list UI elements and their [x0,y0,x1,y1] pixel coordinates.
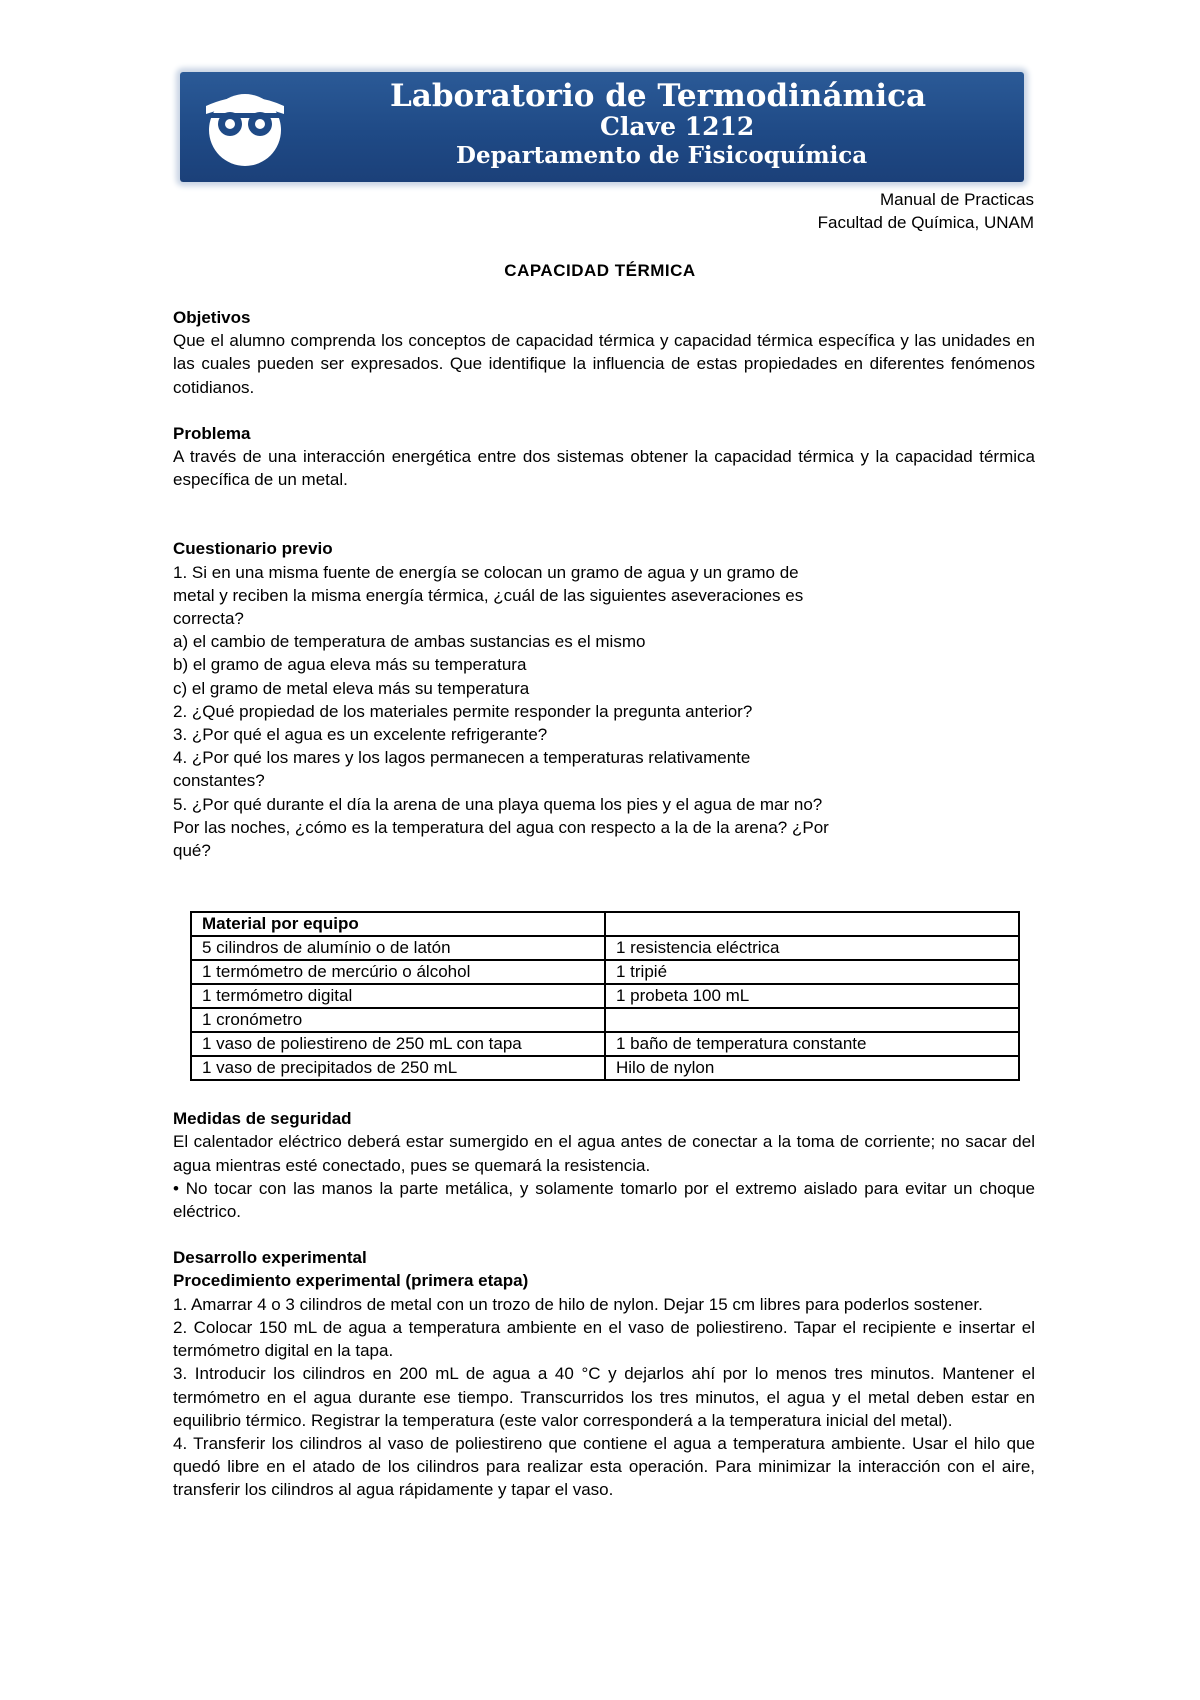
table-cell: 1 vaso de poliestireno de 250 mL con tapa [191,1032,605,1056]
seguridad-bullet: • No tocar con las manos la parte metálica, y solamente tomarlo por el extremo aislado para evitar un choque eléctrico. [173,1178,1035,1222]
problema-text: A través de una interacción energética entre dos sistemas obtener la capacidad térmica y la capacidad térmica específica de un metal. [173,447,1035,490]
table-row [191,912,1019,936]
banner-clave: Clave 1212 [600,112,755,141]
cuestionario-line: a) el cambio de temperatura de ambas sustancias es el mismo [173,632,646,652]
document-body [173,306,1035,1502]
cuestionario-line: 2. ¿Qué propiedad de los materiales permite responder la pregunta anterior? [173,701,753,721]
table-cell: 1 cronómetro [191,1008,605,1032]
cuestionario-line: metal y reciben la misma energía térmica, ¿cuál de las siguientes aseveraciones es [173,585,804,605]
procedure-step: 1. Amarrar 4 o 3 cilindros de metal con un trozo de hilo de nylon. Dejar 15 cm libres para poderlos sostener. [173,1294,983,1314]
banner-department: Departamento de Fisicoquímica [456,142,868,169]
table-row [191,984,1019,1008]
manual-label: Manual de Practicas [879,190,1034,209]
lab-banner [180,72,1024,182]
table-cell [605,1008,1019,1032]
cuestionario-line: 1. Si en una misma fuente de energía se colocan un gramo de agua y un gramo de [173,562,799,582]
cuestionario-line: 5. ¿Por qué durante el día la arena de una playa quema los pies y el agua de mar no? [173,794,823,814]
cuestionario-heading: Cuestionario previo [173,539,333,559]
banner-title: Laboratorio de Termodinámica [390,78,927,114]
cuestionario-line: constantes? [173,771,265,791]
owl-logo-icon [202,84,288,170]
page-title: CAPACIDAD TÉRMICA [504,261,696,280]
cuestionario-line: 3. ¿Por qué el agua es un excelente refrigerante? [173,725,548,745]
faculty-label: Facultad de Química, UNAM [817,213,1034,232]
table-cell: 1 resistencia eléctrica [605,936,1019,960]
table-cell: 1 termómetro digital [191,984,605,1008]
objetivos-heading: Objetivos [173,308,251,327]
table-cell: 1 vaso de precipitados de 250 mL [191,1056,605,1080]
procedimiento-heading: Procedimiento experimental (primera etapa) [173,1271,529,1291]
cuestionario-line: 4. ¿Por qué los mares y los lagos permanecen a temperaturas relativamente [173,748,751,768]
cuestionario-line: Por las noches, ¿cómo es la temperatura del agua con respecto a la de la arena? ¿Por [173,817,829,837]
procedure-step: 2. Colocar 150 mL de agua a temperatura ambiente en el vaso de poliestireno. Tapar el recipiente e insertar el termómetro digital en la tapa. [173,1317,1035,1361]
cuestionario-line: b) el gramo de agua eleva más su temperatura [173,655,527,675]
desarrollo-heading: Desarrollo experimental [173,1248,367,1268]
table-cell [605,912,1019,936]
procedure-step: 4. Transferir los cilindros al vaso de poliestireno que contiene el agua a temperatura ambiente. Usar el hilo que quedó libre en el atado de los cilindros para realizar esta operación. Para minimizar la interacción con el aire, transferir los cilindros al agua rápidamente y tapar el vaso. [173,1433,1035,1500]
table-cell: 1 termómetro de mercúrio o álcohol [191,960,605,984]
table-cell: 1 tripié [605,960,1019,984]
table-cell: 1 baño de temperatura constante [605,1032,1019,1056]
cuestionario-line: correcta? [173,609,244,629]
table-cell: 1 probeta 100 mL [605,984,1019,1008]
table-cell: 5 cilindros de alumínio o de latón [191,936,605,960]
material-table [190,911,1020,1081]
table-row [191,960,1019,984]
table-row [191,1056,1019,1080]
objetivos-text: Que el alumno comprenda los conceptos de capacidad térmica y capacidad térmica específica y las unidades en las cuales pueden ser expresados. Que identifique la influencia de estas propiedades en diferentes fenómenos cotidianos. [173,331,1035,397]
problema-heading: Problema [173,423,251,443]
cuestionario-line: qué? [173,841,211,861]
table-cell: Material por equipo [191,912,605,936]
cuestionario-line: c) el gramo de metal eleva más su temperatura [173,678,530,698]
table-row [191,1032,1019,1056]
table-cell: Hilo de nylon [605,1056,1019,1080]
seguridad-text: El calentador eléctrico deberá estar sumergido en el agua antes de conectar a la toma de corriente; no sacar del agua mientras esté conectado, pues se quemará la resistencia. [173,1132,1035,1175]
table-row [191,1008,1019,1032]
procedure-step: 3. Introducir los cilindros en 200 mL de agua a 40 °C y dejarlos ahí por lo menos tres minutos. Mantener el termómetro en el agua durante ese tiempo. Transcurridos los tres minutos, el agua y el metal deben estar en equilibrio térmico. Registrar la temperatura (este valor corresponderá a la temperatura inicial del metal). [173,1364,1035,1430]
seguridad-heading: Medidas de seguridad [173,1109,352,1129]
table-row [191,936,1019,960]
